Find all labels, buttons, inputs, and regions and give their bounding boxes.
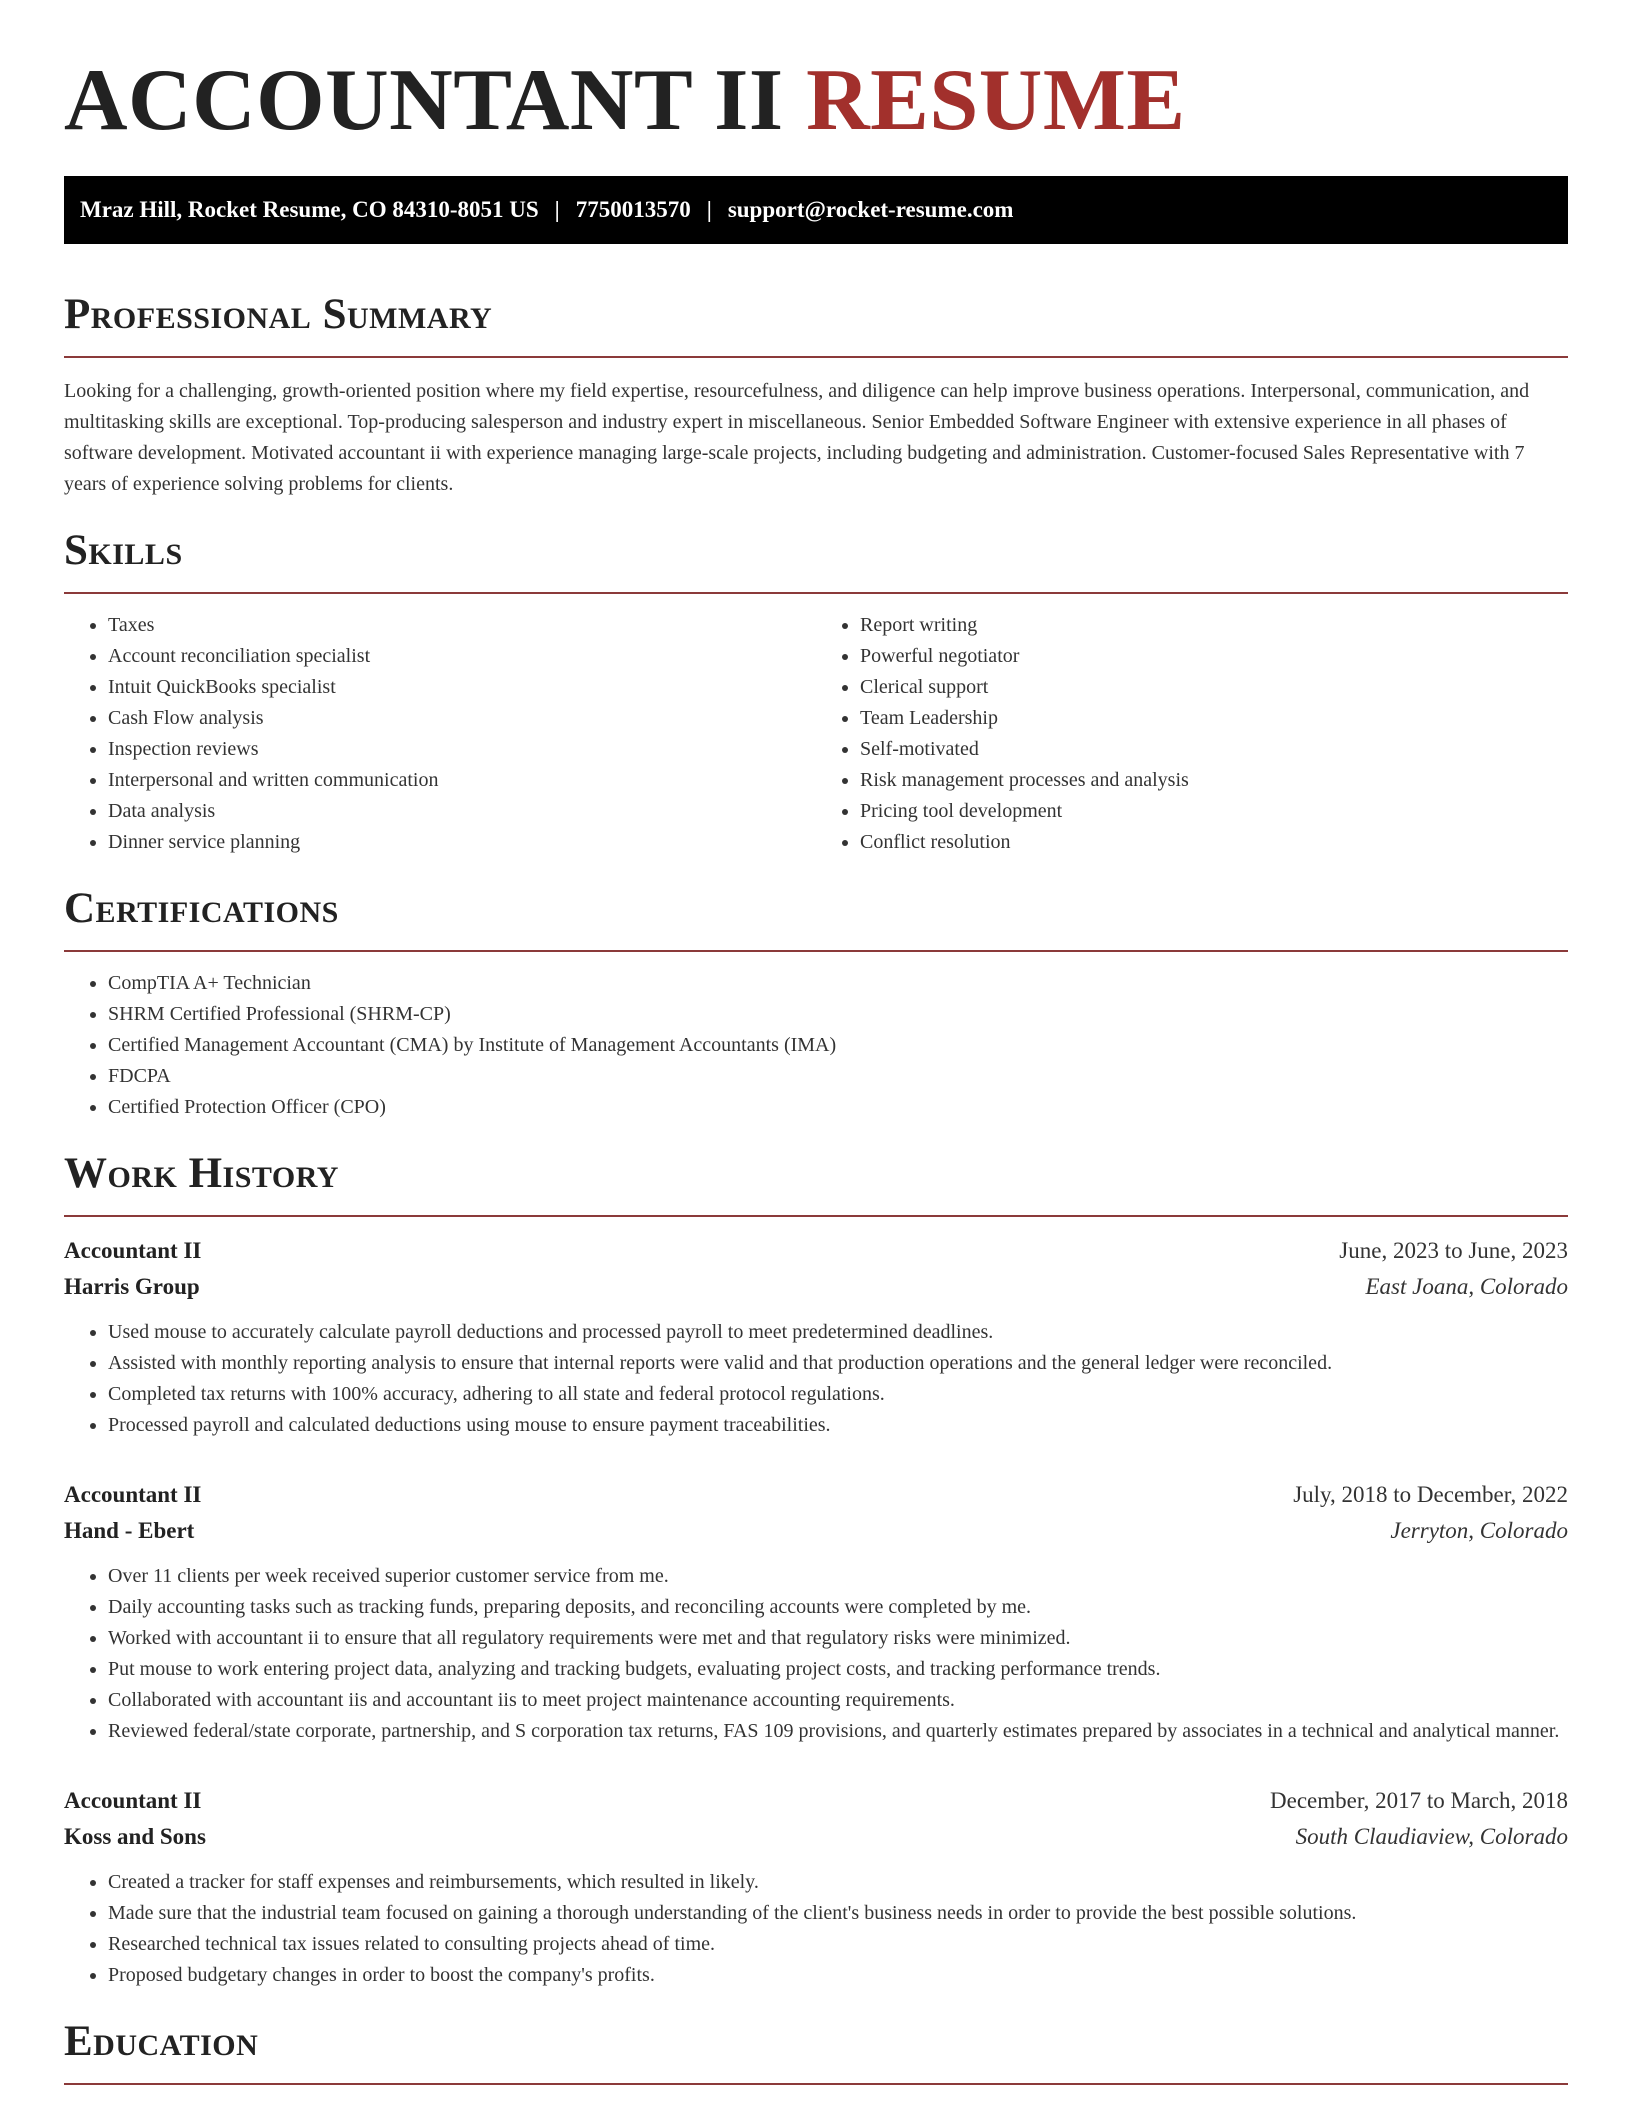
certification-item: • FDCPA: [108, 1061, 1568, 1092]
skill-item: • Team Leadership: [860, 703, 1568, 734]
skills-list-right: [816, 610, 1568, 858]
job-bullet: • Made sure that the industrial team focused on gaining a thorough understanding of the client's business needs in order to provide the best possible solutions.: [108, 1898, 1568, 1929]
job-company: Hand - Ebert: [64, 1518, 195, 1543]
certification-item: • Certified Protection Officer (CPO): [108, 1092, 1568, 1123]
job-company: Koss and Sons: [64, 1824, 206, 1849]
contact-phone: 7750013570: [575, 197, 691, 222]
job-bullet: • Put mouse to work entering project data, analyzing and tracking budgets, evaluating project costs, and tracking performance trends.: [108, 1654, 1568, 1685]
section-heading-summary: Professional Summary: [64, 291, 493, 338]
resume-title: [64, 0, 1568, 176]
job-bullet: • Daily accounting tasks such as tracking funds, preparing deposits, and reconciling accounts were completed by me.: [108, 1592, 1568, 1623]
job-header: [64, 1783, 1568, 1819]
skill-item: • Self-motivated: [860, 734, 1568, 765]
job-bullet: • Reviewed federal/state corporate, partnership, and S corporation tax returns, FAS 109 provisions, and quarterly estimates prepared by associates in a technical and analytical manner.: [108, 1716, 1568, 1747]
job-subheader: [64, 1269, 1568, 1305]
job-dates: December, 2017 to March, 2018: [1270, 1788, 1568, 1813]
section-divider: [64, 2083, 1568, 2085]
job-bullet: • Worked with accountant ii to ensure that all regulatory requirements were met and that regulatory risks were minimized.: [108, 1623, 1568, 1654]
job-bullet: • Over 11 clients per week received superior customer service from me.: [108, 1561, 1568, 1592]
job-location: East Joana, Colorado: [1365, 1274, 1568, 1299]
summary-section: [64, 290, 1568, 500]
skill-item: • Risk management processes and analysis: [860, 765, 1568, 796]
job-entry: [64, 1233, 1568, 1441]
skill-item: • Intuit QuickBooks specialist: [108, 672, 816, 703]
job-location: South Claudiaview, Colorado: [1295, 1824, 1568, 1849]
contact-separator: |: [706, 197, 712, 222]
certifications-list: [64, 968, 1568, 1123]
job-title: Accountant II: [64, 1238, 202, 1263]
job-subheader: [64, 1513, 1568, 1549]
skills-columns: [64, 610, 1568, 858]
job-entry: [64, 1477, 1568, 1747]
skills-section: [64, 526, 1568, 858]
job-title: Accountant II: [64, 1788, 202, 1813]
summary-text: Looking for a challenging, growth-oriented position where my field expertise, resourcefulness, and diligence can help improve business operations. Interpersonal, communication, and multitasking skills are exceptional. Top-producing salesperson and industry expert in miscellaneous. Senior Embedded Software Engineer with extensive experience in all phases of software development. Motivated accountant ii with experience managing large-scale projects, including budgeting and administration. Customer-focused Sales Representative with 7 years of experience solving problems for clients.: [64, 380, 1530, 495]
job-bullet: • Completed tax returns with 100% accuracy, adhering to all state and federal protocol regulations.: [108, 1379, 1568, 1410]
job-bullet: • Researched technical tax issues related to consulting projects ahead of time.: [108, 1929, 1568, 1960]
certification-item: • SHRM Certified Professional (SHRM-CP): [108, 999, 1568, 1030]
job-company: Harris Group: [64, 1274, 200, 1299]
contact-address: Mraz Hill, Rocket Resume, CO 84310-8051 US: [80, 197, 539, 222]
job-bullets: [64, 1867, 1568, 1991]
job-bullet: • Used mouse to accurately calculate payroll deductions and processed payroll to meet predetermined deadlines.: [108, 1317, 1568, 1348]
contact-bar: [64, 176, 1568, 244]
certification-item: • Certified Management Accountant (CMA) by Institute of Management Accountants (IMA): [108, 1030, 1568, 1061]
certification-item: • CompTIA A+ Technician: [108, 968, 1568, 999]
section-divider: [64, 1215, 1568, 1217]
certifications-section: [64, 884, 1568, 1123]
skills-list-left: [64, 610, 816, 858]
skill-item: • Data analysis: [108, 796, 816, 827]
skill-item: • Interpersonal and written communication: [108, 765, 816, 796]
section-heading-work-history: Work History: [64, 1150, 339, 1197]
job-bullet: • Proposed budgetary changes in order to boost the company's profits.: [108, 1960, 1568, 1991]
skill-item: • Conflict resolution: [860, 827, 1568, 858]
work-history-section: [64, 1149, 1568, 1991]
skill-item: • Inspection reviews: [108, 734, 816, 765]
education-section: [64, 2017, 1568, 2085]
contact-separator: |: [554, 197, 560, 222]
skill-item: • Account reconciliation specialist: [108, 641, 816, 672]
job-header: [64, 1233, 1568, 1269]
job-dates: July, 2018 to December, 2022: [1293, 1482, 1568, 1507]
job-bullets: [64, 1317, 1568, 1441]
skill-item: • Pricing tool development: [860, 796, 1568, 827]
job-entry: [64, 1783, 1568, 1991]
job-subheader: [64, 1819, 1568, 1855]
job-bullet: • Created a tracker for staff expenses and reimbursements, which resulted in likely.: [108, 1867, 1568, 1898]
skill-item: • Dinner service planning: [108, 827, 816, 858]
job-bullet: • Collaborated with accountant iis and accountant iis to meet project maintenance accounting requirements.: [108, 1685, 1568, 1716]
job-header: [64, 1477, 1568, 1513]
contact-email: support@rocket-resume.com: [727, 197, 1014, 222]
job-title: Accountant II: [64, 1482, 202, 1507]
section-divider: [64, 592, 1568, 594]
section-heading-certifications: Certifications: [64, 885, 339, 932]
skill-item: • Powerful negotiator: [860, 641, 1568, 672]
skill-item: • Report writing: [860, 610, 1568, 641]
section-heading-skills: Skills: [64, 527, 183, 574]
job-bullets: [64, 1561, 1568, 1747]
job-location: Jerryton, Colorado: [1390, 1518, 1568, 1543]
section-divider: [64, 950, 1568, 952]
section-heading-education: Education: [64, 2018, 259, 2065]
skill-item: • Clerical support: [860, 672, 1568, 703]
skill-item: • Cash Flow analysis: [108, 703, 816, 734]
job-bullet: • Assisted with monthly reporting analysis to ensure that internal reports were valid and that production operations and the general ledger were reconciled.: [108, 1348, 1568, 1379]
job-dates: June, 2023 to June, 2023: [1339, 1238, 1568, 1263]
title-accent: RESUME: [806, 52, 1186, 149]
title-main: ACCOUNTANT II: [64, 52, 784, 149]
skill-item: • Taxes: [108, 610, 816, 641]
section-divider: [64, 356, 1568, 358]
job-bullet: • Processed payroll and calculated deductions using mouse to ensure payment traceabilities.: [108, 1410, 1568, 1441]
